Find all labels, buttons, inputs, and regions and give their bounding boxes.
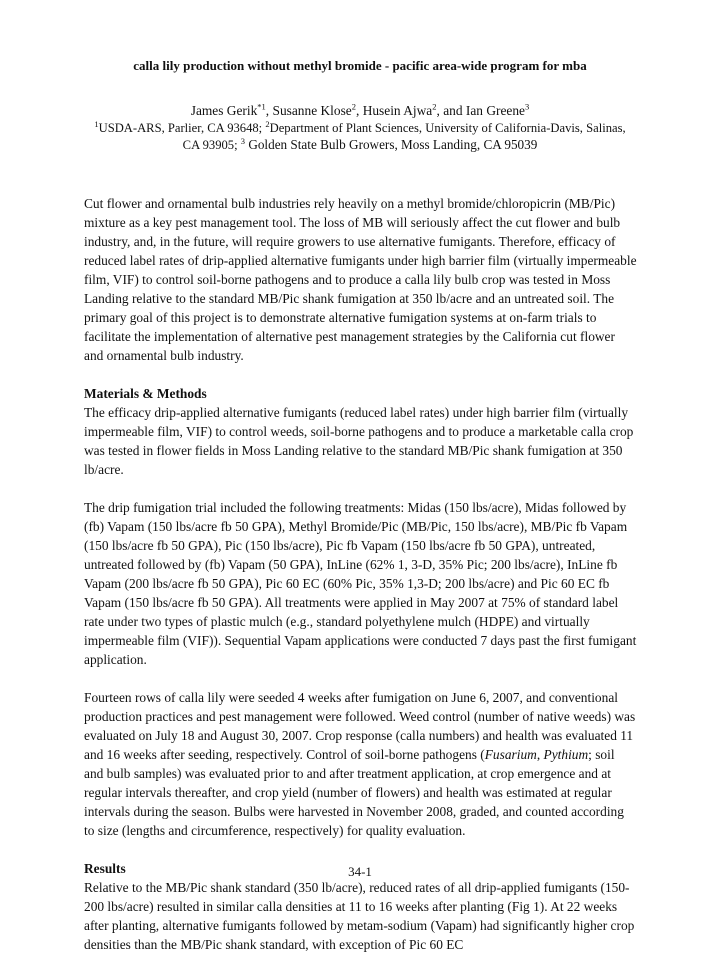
author-separator: , and: [436, 103, 466, 118]
author-separator: ,: [355, 103, 363, 118]
body-text: [84, 194, 637, 973]
affiliations: [70, 120, 650, 153]
author-line: [70, 102, 650, 120]
methods-heading: Materials & Methods: [84, 386, 207, 401]
results-heading: Results: [84, 861, 126, 876]
author-mark: 2: [432, 101, 437, 112]
affiliation-text: USDA-ARS, Parlier, CA 93648;: [98, 121, 266, 135]
methods-paragraph: [84, 688, 637, 840]
results-paragraph: Relative to the MB/Pic shank standard (350 lb/acre), reduced rates of all drip-applied fumigants (150-200 lbs/acre) resulted in similar calla densities at 11 to 16 weeks after planting (Fig 1). At 22 weeks after planting, alternative fumigants followed by metam-sodium (Vapam) had significantly higher crop densities than the MB/Pic shank standard, with exception of Pic 60 EC: [84, 880, 635, 952]
affiliation-text: Golden State Bulb Growers, Moss Landing, CA 95039: [245, 136, 538, 152]
methods-paragraph: The drip fumigation trial included the following treatments: Midas (150 lbs/acre), Midas followed by (fb) Vapam (150 lbs/acre fb 50 GPA), Methyl Bromide/Pic (MB/Pic, 150 lbs/acre), MB/Pic fb Vapam (150 lbs/acre fb 50 GPA), Pic (150 lbs/acre), Pic fb Vapam (150 lbs/acre fb 50 GPA), untreated, untreated followed by (fb) Vapam (50 GPA), InLine (62% 1, 3-D, 35% Pic; 200 lbs/acre), InLine fb Vapam (200 lbs/acre fb 50 GPA), Pic 60 EC (60% Pic, 35% 1,3-D; 200 lbs/acre) and Pic 60 EC fb Vapam (150 lbs/acre fb 50 GPA). All treatments were applied in May 2007 at 75% of standard label rate under two types of plastic mulch (e.g., standard polyethylene mulch (HDPE) and virtually impermeable film (VIF)). Sequential Vapam applications were conducted 7 days past the first fumigant application.: [84, 500, 637, 667]
author-name: Susanne Klose: [272, 103, 352, 118]
affiliation-mark: 1: [94, 118, 99, 129]
author-name: James Gerik: [190, 103, 258, 118]
paragraph-text: ; soil and bulb samples) was evaluated prior to and after treatment application, at crop emergence and at regular intervals thereafter, and crop yield (number of flowers) and health was estimated at regular intervals during the season. Bulbs were harvested in November 2008, graded, and counted according to size (lengths and circumference, respectively) for quality evaluation.: [84, 747, 624, 838]
affiliation-mark: 3: [240, 135, 246, 146]
paper-title: calla lily production without methyl bromide - pacific area-wide program for mba: [133, 58, 587, 73]
author-mark: *1: [257, 101, 266, 112]
species-name: Pythium: [543, 747, 589, 762]
author-mark: 3: [525, 101, 530, 112]
affiliation-text: CA 93905;: [182, 137, 241, 152]
author-name: Husein Ajwa: [362, 103, 433, 118]
author-separator: ,: [265, 103, 273, 118]
affiliation-text: Department of Plant Sciences, University of California-Davis, Salinas,: [269, 121, 626, 135]
paragraph-text: Fourteen rows of calla lily were seeded 4 weeks after fumigation on June 6, 2007, and conventional production practices and pest management were followed. Weed control (number of native weeds) was evaluated on July 18 and August 30, 2007. Crop response (calla numbers) and health was evaluated 11 and 16 weeks after seeding, respectively. Control of soil-borne pathogens (: [84, 690, 636, 762]
paragraph-text: ,: [536, 747, 544, 762]
methods-paragraph: The efficacy drip-applied alternative fumigants (reduced label rates) under high barrier film (virtually impermeable film, VIF) to control weeds, soil-borne pathogens and to produce a marketable calla crop was tested in flower fields in Moss Landing relative to the standard MB/Pic shank fumigation at 350 lb/acre.: [84, 405, 634, 477]
author-mark: 2: [351, 101, 356, 112]
affiliation-mark: 2: [265, 118, 270, 129]
page-number: 34-1: [348, 864, 372, 879]
intro-paragraph: Cut flower and ornamental bulb industries rely heavily on a methyl bromide/chloropicrin (MB/Pic) mixture as a key pest management tool. The loss of MB will seriously affect the cut flower and bulb industry, and, in the future, will require growers to use alternative fumigants. Therefore, efficacy of reduced label rates of drip-applied alternative fumigants under high barrier film (virtually impermeable film, VIF) to control soil-borne pathogens and to produce a calla lily bulb crop was tested in Moss Landing relative to the standard MB/Pic shank fumigation at 350 lb/acre and an untreated soil. The primary goal of this project is to demonstrate alternative fumigation systems at on-farm trials to facilitate the implementation of alternative pest management strategies by the California cut flower and ornamental bulb industry.: [84, 196, 637, 363]
species-name: Fusarium: [484, 747, 537, 762]
author-name: Ian Greene: [465, 103, 525, 118]
